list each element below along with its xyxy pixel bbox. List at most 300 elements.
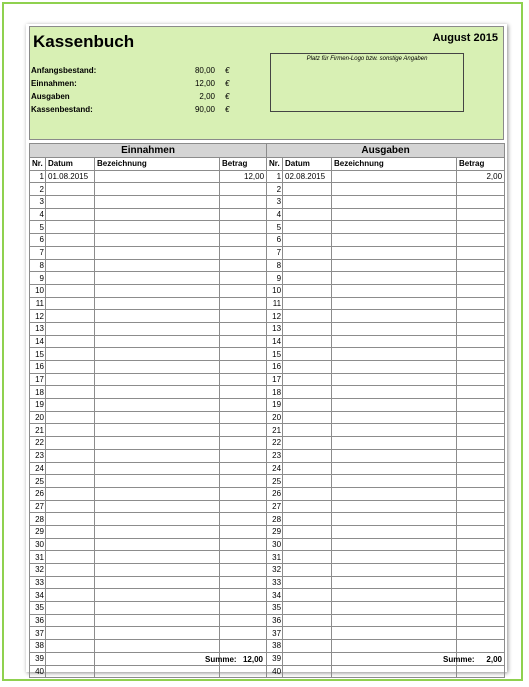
expense-date-cell[interactable] [283, 627, 332, 640]
expense-date-cell[interactable] [283, 399, 332, 412]
table-row [30, 487, 505, 500]
expense-date-cell[interactable] [283, 348, 332, 361]
totals-row [29, 655, 504, 667]
expense-description-cell[interactable] [332, 500, 457, 513]
income-date-cell[interactable] [46, 297, 95, 310]
income-date-cell[interactable] [46, 411, 95, 424]
expense-description-cell[interactable] [332, 170, 457, 183]
income-date-cell[interactable] [46, 386, 95, 399]
income-amount-cell[interactable] [220, 513, 267, 526]
income-description-cell[interactable] [95, 335, 220, 348]
income-amount-cell[interactable] [220, 475, 267, 488]
income-date-cell[interactable] [46, 424, 95, 437]
income-amount-cell[interactable] [220, 449, 267, 462]
expense-row-number: 2 [267, 183, 283, 196]
income-description-cell[interactable] [95, 272, 220, 285]
income-row-number: 1 [30, 170, 46, 183]
expense-amount-cell[interactable] [457, 373, 505, 386]
expense-amount-cell[interactable] [457, 513, 505, 526]
income-description-cell[interactable] [95, 627, 220, 640]
income-description-cell[interactable] [95, 373, 220, 386]
income-description-cell[interactable] [95, 475, 220, 488]
expense-date-cell[interactable] [283, 640, 332, 653]
currency-symbol: € [225, 92, 230, 101]
expense-date-cell[interactable] [283, 297, 332, 310]
income-amount-cell[interactable] [220, 234, 267, 247]
income-description-cell[interactable] [95, 487, 220, 500]
income-amount-cell[interactable] [220, 246, 267, 259]
expense-date-cell[interactable] [283, 259, 332, 272]
expense-row-number: 26 [267, 487, 283, 500]
income-row-number: 11 [30, 297, 46, 310]
expense-amount-cell[interactable] [457, 551, 505, 564]
expense-date-cell[interactable] [283, 602, 332, 615]
expense-amount-cell[interactable] [457, 449, 505, 462]
income-amount-cell[interactable] [220, 348, 267, 361]
income-amount-cell[interactable] [220, 310, 267, 323]
expense-row-number: 14 [267, 335, 283, 348]
income-description-cell[interactable] [95, 348, 220, 361]
income-date-cell[interactable] [46, 272, 95, 285]
expense-date-cell[interactable] [283, 310, 332, 323]
income-amount-cell[interactable] [220, 183, 267, 196]
expense-date-cell[interactable] [283, 284, 332, 297]
income-amount-cell[interactable] [220, 551, 267, 564]
table-row [30, 437, 505, 450]
income-row-number: 33 [30, 576, 46, 589]
expense-date-cell[interactable] [283, 386, 332, 399]
expense-date-cell[interactable] [283, 183, 332, 196]
income-description-cell[interactable] [95, 322, 220, 335]
expense-row-number: 40 [267, 665, 283, 678]
expense-description-cell[interactable] [332, 475, 457, 488]
income-date-cell[interactable] [46, 538, 95, 551]
income-description-cell[interactable] [95, 513, 220, 526]
income-date-cell[interactable] [46, 437, 95, 450]
expense-description-cell[interactable] [332, 322, 457, 335]
income-row-number: 10 [30, 284, 46, 297]
income-amount-cell[interactable]: 12,00 [220, 170, 267, 183]
expense-amount-cell[interactable] [457, 614, 505, 627]
income-amount-cell[interactable] [220, 322, 267, 335]
expense-description-cell[interactable] [332, 259, 457, 272]
income-description-cell[interactable] [95, 500, 220, 513]
income-amount-cell[interactable] [220, 525, 267, 538]
income-amount-cell[interactable] [220, 614, 267, 627]
income-description-cell[interactable] [95, 284, 220, 297]
income-amount-cell[interactable] [220, 196, 267, 209]
expense-description-cell[interactable] [332, 602, 457, 615]
expense-total-label: Summe: [443, 655, 475, 664]
expense-date-cell[interactable] [283, 564, 332, 577]
expense-row-number: 12 [267, 310, 283, 323]
expense-row-number: 4 [267, 208, 283, 221]
currency-symbol: € [225, 105, 230, 114]
income-description-cell[interactable] [95, 589, 220, 602]
income-row-number: 26 [30, 487, 46, 500]
income-row-number: 28 [30, 513, 46, 526]
logo-placeholder-box[interactable]: Platz für Firmen-Logo bzw. sonstige Angaben [270, 53, 464, 112]
income-description-cell[interactable] [95, 310, 220, 323]
income-description-cell[interactable] [95, 361, 220, 374]
income-description-cell[interactable] [95, 411, 220, 424]
expense-amount-cell[interactable] [457, 386, 505, 399]
income-description-cell[interactable] [95, 399, 220, 412]
expense-row-number: 3 [267, 196, 283, 209]
expense-description-cell[interactable] [332, 221, 457, 234]
column-header-nr: Nr. [267, 158, 283, 171]
expense-date-cell[interactable] [283, 361, 332, 374]
income-date-cell[interactable] [46, 602, 95, 615]
expense-amount-cell[interactable] [457, 310, 505, 323]
income-description-cell[interactable] [95, 196, 220, 209]
table-row [30, 475, 505, 488]
expense-row-number: 36 [267, 614, 283, 627]
expense-description-cell[interactable] [332, 272, 457, 285]
expense-amount-cell[interactable] [457, 627, 505, 640]
expense-row-number: 1 [267, 170, 283, 183]
income-date-cell[interactable] [46, 259, 95, 272]
income-description-cell[interactable] [95, 614, 220, 627]
table-row [30, 284, 505, 297]
income-date-cell[interactable] [46, 551, 95, 564]
income-amount-cell[interactable] [220, 602, 267, 615]
table-row [30, 386, 505, 399]
income-date-cell[interactable] [46, 208, 95, 221]
expense-date-cell[interactable] [283, 437, 332, 450]
table-row [30, 564, 505, 577]
income-description-cell[interactable] [95, 234, 220, 247]
income-date-cell[interactable] [46, 322, 95, 335]
income-date-cell[interactable] [46, 348, 95, 361]
table-row [30, 602, 505, 615]
expense-description-cell[interactable] [332, 487, 457, 500]
expense-amount-cell[interactable] [457, 589, 505, 602]
expense-row-number: 27 [267, 500, 283, 513]
expense-amount-cell[interactable] [457, 640, 505, 653]
table-row [30, 513, 505, 526]
expense-amount-cell[interactable] [457, 284, 505, 297]
expense-amount-cell[interactable] [457, 272, 505, 285]
expense-description-cell[interactable] [332, 208, 457, 221]
expense-row-number: 13 [267, 322, 283, 335]
ledger-rows [30, 170, 505, 678]
income-row-number: 14 [30, 335, 46, 348]
income-row-number: 22 [30, 437, 46, 450]
period-label: August 2015 [432, 32, 498, 44]
expense-description-cell[interactable] [332, 424, 457, 437]
expense-date-cell[interactable] [283, 475, 332, 488]
expense-date-cell[interactable] [283, 513, 332, 526]
income-row-number: 7 [30, 246, 46, 259]
expense-row-number: 35 [267, 602, 283, 615]
income-amount-cell[interactable] [220, 373, 267, 386]
income-description-cell[interactable] [95, 259, 220, 272]
income-description-cell[interactable] [95, 564, 220, 577]
income-description-cell[interactable] [95, 246, 220, 259]
table-row [30, 297, 505, 310]
income-date-cell[interactable] [46, 310, 95, 323]
expense-description-cell[interactable] [332, 564, 457, 577]
expense-amount-cell[interactable] [457, 246, 505, 259]
income-description-cell[interactable] [95, 640, 220, 653]
income-date-cell[interactable] [46, 183, 95, 196]
income-description-cell[interactable] [95, 462, 220, 475]
income-amount-cell[interactable] [220, 576, 267, 589]
income-date-cell[interactable] [46, 627, 95, 640]
table-row [30, 259, 505, 272]
expense-date-cell[interactable] [283, 487, 332, 500]
income-date-cell[interactable] [46, 500, 95, 513]
income-amount-cell[interactable] [220, 487, 267, 500]
expense-date-cell[interactable] [283, 246, 332, 259]
table-row [30, 627, 505, 640]
expense-date-cell[interactable] [283, 449, 332, 462]
table-row [30, 322, 505, 335]
table-row [30, 640, 505, 653]
expense-description-cell[interactable] [332, 335, 457, 348]
expense-row-number: 38 [267, 640, 283, 653]
income-date-cell[interactable] [46, 640, 95, 653]
income-amount-cell[interactable] [220, 272, 267, 285]
expense-amount-cell[interactable] [457, 424, 505, 437]
income-row-number: 15 [30, 348, 46, 361]
income-amount-cell[interactable] [220, 386, 267, 399]
income-amount-cell[interactable] [220, 297, 267, 310]
expense-description-cell[interactable] [332, 297, 457, 310]
expense-row-number: 39 [267, 652, 283, 665]
expense-date-cell[interactable] [283, 335, 332, 348]
income-date-cell[interactable] [46, 462, 95, 475]
expense-amount-cell[interactable] [457, 399, 505, 412]
income-row-number: 17 [30, 373, 46, 386]
income-amount-cell[interactable] [220, 221, 267, 234]
income-row-number: 5 [30, 221, 46, 234]
income-date-cell[interactable] [46, 614, 95, 627]
expense-amount-cell[interactable] [457, 322, 505, 335]
income-description-cell[interactable] [95, 525, 220, 538]
expense-amount-cell[interactable] [457, 437, 505, 450]
income-description-cell[interactable] [95, 551, 220, 564]
income-amount-cell[interactable] [220, 462, 267, 475]
income-date-cell[interactable] [46, 246, 95, 259]
income-amount-cell[interactable] [220, 437, 267, 450]
income-date-cell[interactable] [46, 589, 95, 602]
expense-description-cell[interactable] [332, 589, 457, 602]
income-description-cell[interactable] [95, 221, 220, 234]
income-amount-cell[interactable] [220, 538, 267, 551]
expense-description-cell[interactable] [332, 284, 457, 297]
expense-description-cell[interactable] [332, 449, 457, 462]
income-description-cell[interactable] [95, 297, 220, 310]
income-amount-cell[interactable] [220, 259, 267, 272]
income-description-cell[interactable] [95, 386, 220, 399]
expense-amount-cell[interactable] [457, 221, 505, 234]
expense-amount-cell[interactable] [457, 335, 505, 348]
income-date-cell[interactable] [46, 234, 95, 247]
summary-cash-balance [31, 105, 231, 118]
income-amount-cell[interactable] [220, 208, 267, 221]
column-header-description: Bezeichnung [95, 158, 220, 171]
income-amount-cell[interactable] [220, 284, 267, 297]
expense-description-cell[interactable] [332, 513, 457, 526]
income-date-cell[interactable] [46, 576, 95, 589]
expense-description-cell[interactable] [332, 234, 457, 247]
expense-date-cell[interactable] [283, 614, 332, 627]
expense-date-cell[interactable] [283, 272, 332, 285]
income-amount-cell[interactable] [220, 640, 267, 653]
table-row [30, 576, 505, 589]
income-date-cell[interactable]: 01.08.2015 [46, 170, 95, 183]
income-section-title: Einnahmen [30, 144, 267, 158]
expense-date-cell[interactable] [283, 221, 332, 234]
income-amount-cell[interactable] [220, 564, 267, 577]
table-row [30, 246, 505, 259]
expense-description-cell[interactable] [332, 183, 457, 196]
income-date-cell[interactable] [46, 525, 95, 538]
income-description-cell[interactable] [95, 538, 220, 551]
income-row-number: 35 [30, 602, 46, 615]
income-description-cell[interactable] [95, 576, 220, 589]
income-total-value: 12,00 [242, 655, 263, 664]
income-date-cell[interactable] [46, 449, 95, 462]
expense-amount-cell[interactable] [457, 462, 505, 475]
income-description-cell[interactable] [95, 170, 220, 183]
expense-description-cell[interactable] [332, 538, 457, 551]
expense-date-cell[interactable] [283, 576, 332, 589]
expense-amount-cell[interactable] [457, 297, 505, 310]
expense-amount-cell[interactable] [457, 361, 505, 374]
expense-description-cell[interactable] [332, 437, 457, 450]
income-amount-cell[interactable] [220, 627, 267, 640]
income-description-cell[interactable] [95, 424, 220, 437]
expense-date-cell[interactable] [283, 322, 332, 335]
expense-description-cell[interactable] [332, 373, 457, 386]
expense-amount-cell[interactable] [457, 475, 505, 488]
income-row-number: 8 [30, 259, 46, 272]
summary-label: Kassenbestand: [31, 105, 93, 114]
expense-date-cell[interactable] [283, 538, 332, 551]
income-amount-cell[interactable] [220, 424, 267, 437]
expense-date-cell[interactable] [283, 589, 332, 602]
table-row [30, 449, 505, 462]
expense-date-cell[interactable] [283, 462, 332, 475]
summary-value: 2,00 [199, 92, 215, 101]
income-date-cell[interactable] [46, 335, 95, 348]
expense-description-cell[interactable] [332, 310, 457, 323]
expense-description-cell[interactable] [332, 462, 457, 475]
expense-amount-cell[interactable] [457, 234, 505, 247]
expense-date-cell[interactable] [283, 500, 332, 513]
summary-value: 80,00 [194, 66, 215, 75]
income-amount-cell[interactable] [220, 399, 267, 412]
income-row-number: 21 [30, 424, 46, 437]
expense-amount-cell[interactable] [457, 500, 505, 513]
income-date-cell[interactable] [46, 284, 95, 297]
income-description-cell[interactable] [95, 449, 220, 462]
income-date-cell[interactable] [46, 487, 95, 500]
expense-date-cell[interactable] [283, 424, 332, 437]
income-description-cell[interactable] [95, 183, 220, 196]
expense-amount-cell[interactable] [457, 538, 505, 551]
expense-description-cell[interactable] [332, 361, 457, 374]
expense-amount-cell[interactable] [457, 208, 505, 221]
expense-date-cell[interactable] [283, 411, 332, 424]
income-date-cell[interactable] [46, 475, 95, 488]
income-date-cell[interactable] [46, 373, 95, 386]
expense-row-number: 21 [267, 424, 283, 437]
expense-description-cell[interactable] [332, 525, 457, 538]
income-date-cell[interactable] [46, 221, 95, 234]
table-row [30, 348, 505, 361]
income-date-cell[interactable] [46, 513, 95, 526]
expense-amount-cell[interactable] [457, 576, 505, 589]
table-row [30, 462, 505, 475]
expense-description-cell[interactable] [332, 399, 457, 412]
expense-description-cell[interactable] [332, 411, 457, 424]
expense-description-cell[interactable] [332, 640, 457, 653]
income-date-cell[interactable] [46, 361, 95, 374]
expense-amount-cell[interactable] [457, 411, 505, 424]
currency-symbol: € [225, 66, 230, 75]
expense-date-cell[interactable] [283, 208, 332, 221]
document-title: Kassenbuch [33, 32, 135, 51]
income-row-number: 27 [30, 500, 46, 513]
column-header-amount: Betrag [220, 158, 267, 171]
income-row-number: 2 [30, 183, 46, 196]
expense-amount-cell[interactable] [457, 525, 505, 538]
income-date-cell[interactable] [46, 564, 95, 577]
expense-amount-cell[interactable] [457, 259, 505, 272]
expense-description-cell[interactable] [332, 627, 457, 640]
expense-amount-cell[interactable] [457, 602, 505, 615]
income-row-number: 16 [30, 361, 46, 374]
expense-date-cell[interactable] [283, 373, 332, 386]
income-amount-cell[interactable] [220, 335, 267, 348]
expense-description-cell[interactable] [332, 576, 457, 589]
expense-row-number: 31 [267, 551, 283, 564]
expense-description-cell[interactable] [332, 386, 457, 399]
income-description-cell[interactable] [95, 437, 220, 450]
income-row-number: 38 [30, 640, 46, 653]
expense-description-cell[interactable] [332, 196, 457, 209]
expense-amount-cell[interactable] [457, 487, 505, 500]
expense-description-cell[interactable] [332, 614, 457, 627]
expense-date-cell[interactable] [283, 551, 332, 564]
expense-date-cell[interactable]: 02.08.2015 [283, 170, 332, 183]
expense-amount-cell[interactable] [457, 196, 505, 209]
expense-amount-cell[interactable] [457, 348, 505, 361]
income-description-cell[interactable] [95, 602, 220, 615]
expense-description-cell[interactable] [332, 246, 457, 259]
income-amount-cell[interactable] [220, 589, 267, 602]
expense-amount-cell[interactable] [457, 183, 505, 196]
income-amount-cell[interactable] [220, 500, 267, 513]
income-description-cell[interactable] [95, 208, 220, 221]
expense-amount-cell[interactable]: 2,00 [457, 170, 505, 183]
income-amount-cell[interactable] [220, 411, 267, 424]
income-amount-cell[interactable] [220, 361, 267, 374]
income-date-cell[interactable] [46, 196, 95, 209]
expense-date-cell[interactable] [283, 234, 332, 247]
expense-date-cell[interactable] [283, 196, 332, 209]
expense-amount-cell[interactable] [457, 564, 505, 577]
expense-description-cell[interactable] [332, 551, 457, 564]
table-row [30, 614, 505, 627]
expense-description-cell[interactable] [332, 348, 457, 361]
expense-date-cell[interactable] [283, 525, 332, 538]
income-date-cell[interactable] [46, 399, 95, 412]
